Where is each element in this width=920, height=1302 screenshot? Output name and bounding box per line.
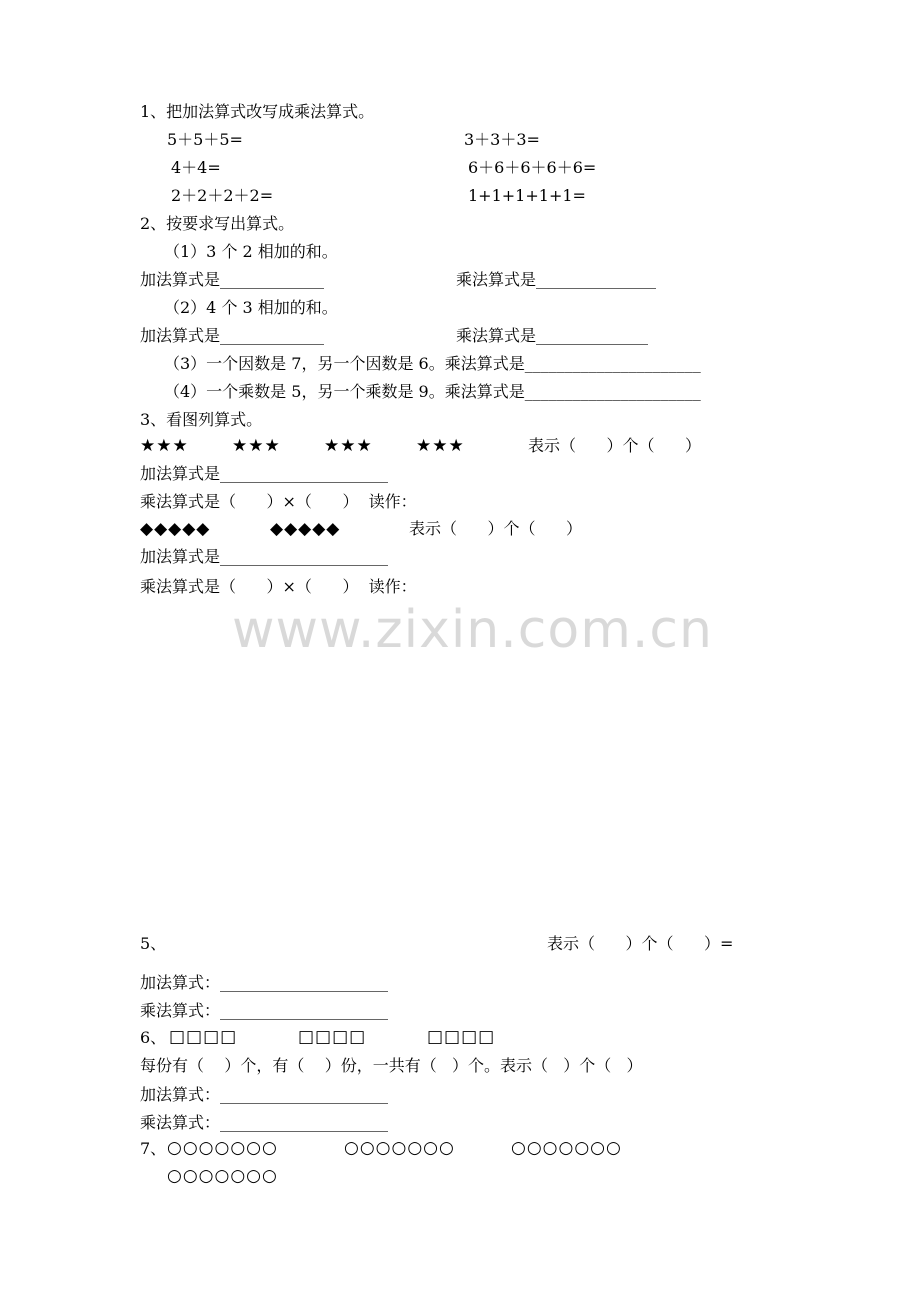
watermark: www.zixin.com.cn — [232, 600, 713, 660]
square-group: □□□□ — [169, 1027, 238, 1047]
q3-mul-line: 乘法算式是（ ）×（ ） 读作： — [140, 577, 417, 596]
q2-sub4: （4）一个乘数是 5，另一个乘数是 9。乘法算式是______________________ — [164, 382, 701, 401]
star-group: ★★★ — [324, 436, 373, 456]
q1-item: 4＋4= — [171, 158, 221, 177]
q2-sub3: （3）一个因数是 7，另一个因数是 6。乘法算式是______________________ — [164, 354, 701, 373]
square-group: □□□□ — [298, 1027, 367, 1047]
q3-add-line: 加法算式是_____________________ — [140, 464, 389, 483]
q2-add-line: 加法算式是_____________ — [140, 270, 325, 289]
star-group: ★★★ — [140, 436, 189, 456]
q3-means-stars: 表示（ ）个（ ） — [528, 436, 702, 455]
q1-item: 6＋6＋6＋6＋6= — [468, 158, 597, 177]
q1-item: 2＋2＋2＋2= — [171, 186, 274, 205]
q6-add-line: 加法算式：_____________________ — [140, 1085, 389, 1104]
q6-title: 6、 — [140, 1028, 167, 1047]
q3-mul-line: 乘法算式是（ ）×（ ） 读作： — [140, 492, 417, 511]
q1-item: 1+1+1+1+1= — [468, 186, 586, 205]
circle-group: ○○○○○○○ — [511, 1138, 622, 1158]
circle-group: ○○○○○○○ — [167, 1138, 278, 1158]
q2-title: 2、按要求写出算式。 — [140, 214, 295, 233]
q5-title: 5、 — [140, 934, 167, 953]
star-group: ★★★ — [232, 436, 281, 456]
star-group: ★★★ — [416, 436, 465, 456]
q6-blanks: 每份有（ ）个，有（ ）份，一共有（ ）个。表示（ ）个（ ） — [140, 1056, 643, 1075]
q3-add-line: 加法算式是_____________________ — [140, 547, 389, 566]
q5-means: 表示（ ）个（ ）= — [547, 934, 734, 953]
q1-item: 3＋3＋3= — [464, 130, 540, 149]
q3-means-diamonds: 表示（ ）个（ ） — [409, 519, 583, 538]
diamond-group: ◆◆◆◆◆ — [140, 519, 211, 539]
q2-mul-line: 乘法算式是_______________ — [456, 270, 657, 289]
circle-group: ○○○○○○○ — [167, 1166, 278, 1186]
circle-group: ○○○○○○○ — [344, 1138, 455, 1158]
square-group: □□□□ — [427, 1027, 496, 1047]
q7-title: 7、 — [140, 1139, 167, 1158]
q2-mul-line: 乘法算式是______________ — [456, 326, 649, 345]
q5-mul-line: 乘法算式：_____________________ — [140, 1001, 389, 1020]
q3-title: 3、看图列算式。 — [140, 410, 263, 429]
q2-add-line: 加法算式是_____________ — [140, 326, 325, 345]
q1-title: 1、把加法算式改写成乘法算式。 — [140, 102, 375, 121]
q2-sub1: （1）3 个 2 相加的和。 — [164, 242, 338, 261]
q5-add-line: 加法算式：_____________________ — [140, 973, 389, 992]
q6-mul-line: 乘法算式：_____________________ — [140, 1113, 389, 1132]
q2-sub2: （2）4 个 3 相加的和。 — [164, 298, 338, 317]
diamond-group: ◆◆◆◆◆ — [270, 519, 341, 539]
q1-item: 5＋5＋5= — [167, 130, 243, 149]
